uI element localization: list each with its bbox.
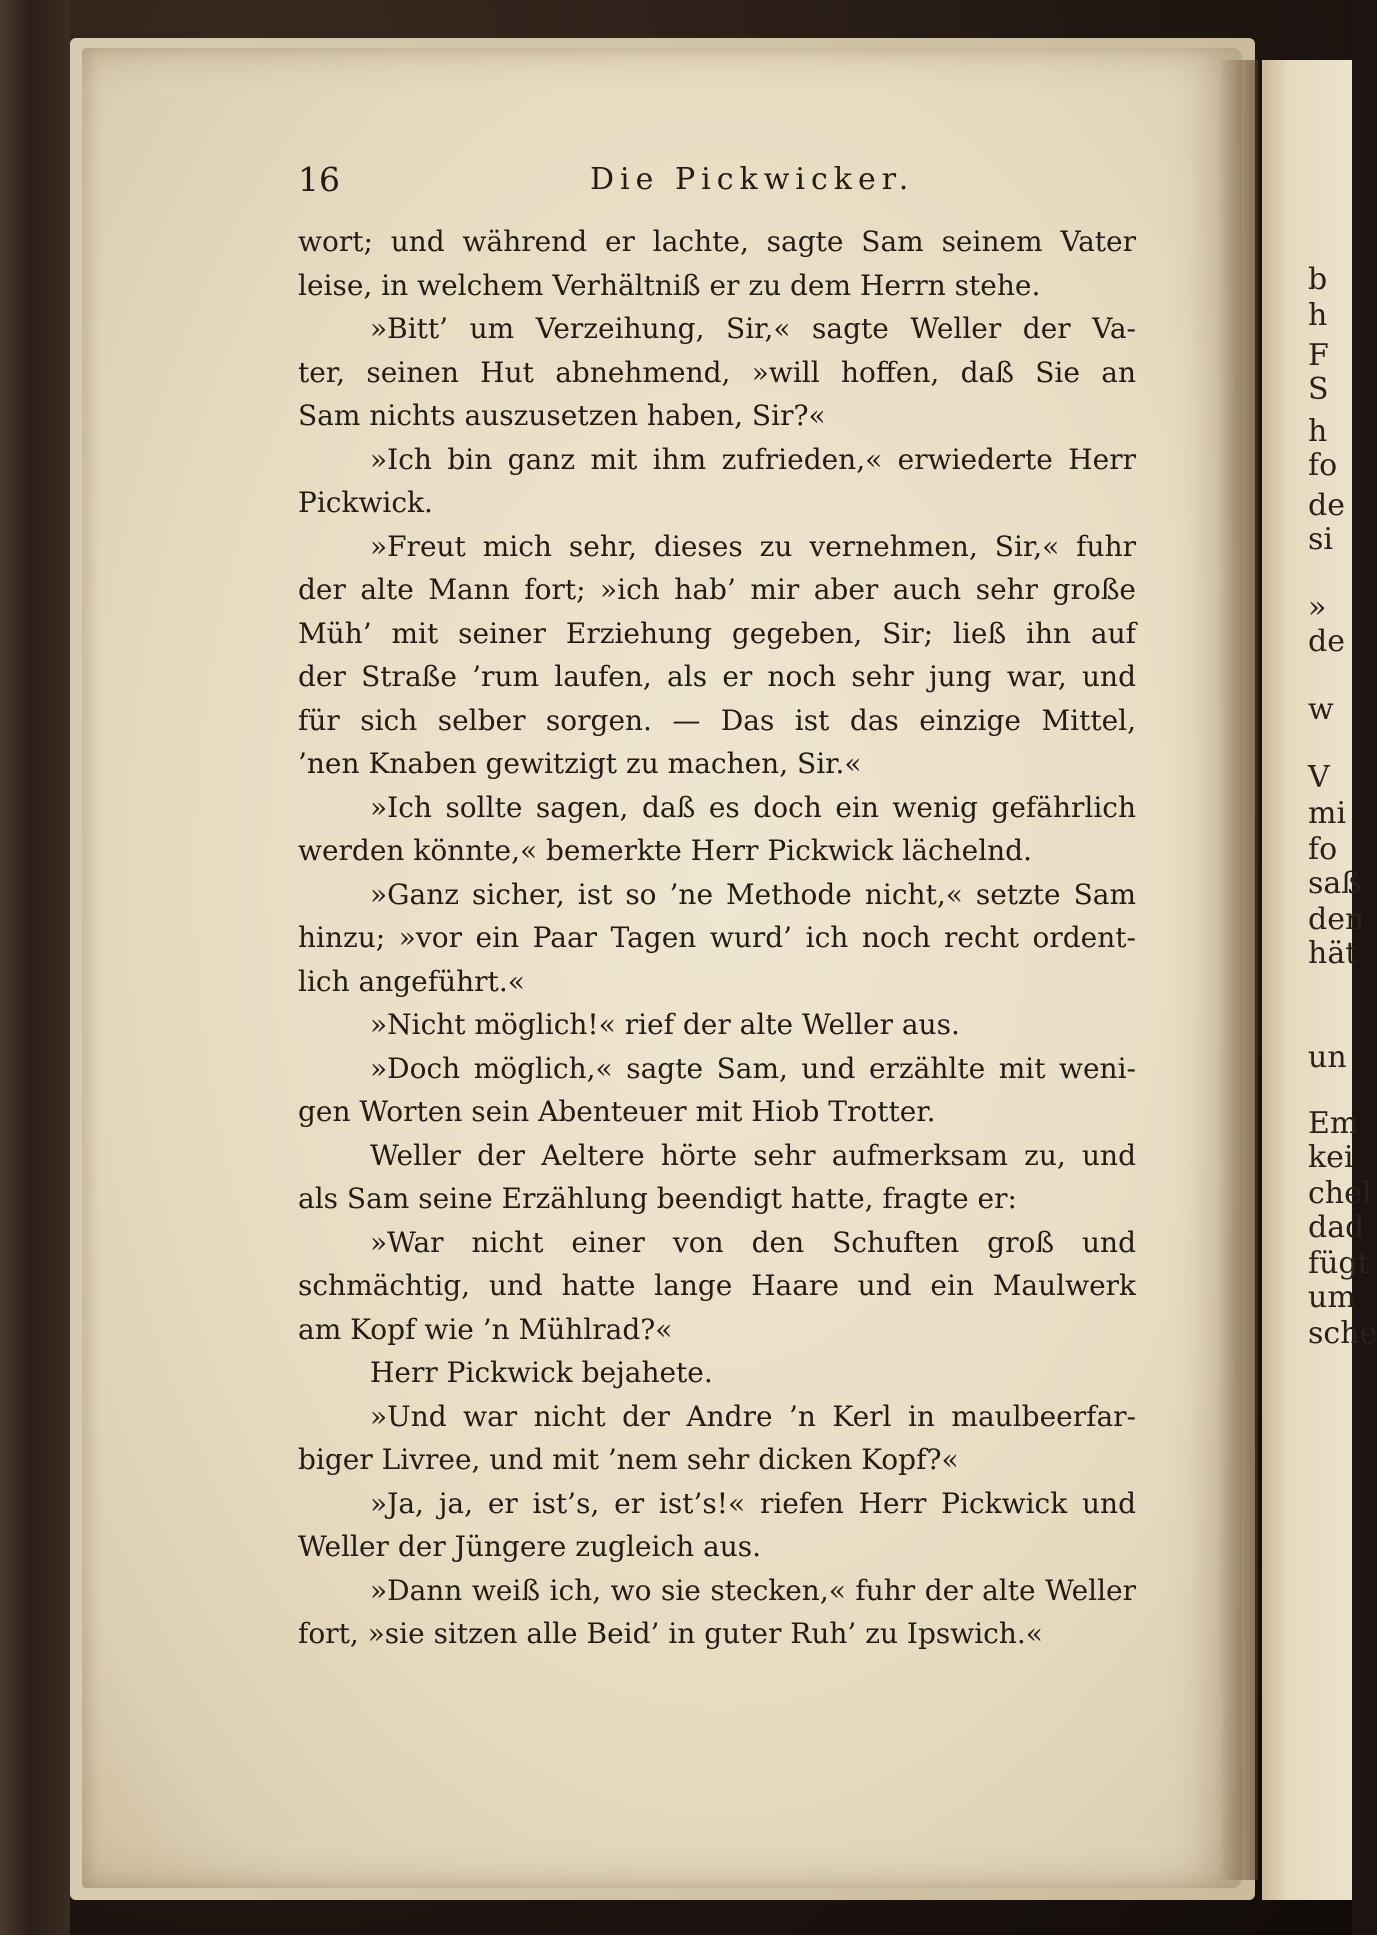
text-line: fort, »sie sitzen alle Beid’ in guter Ruh’ zu Ipswich.« bbox=[298, 1617, 1043, 1650]
facing-page-fragment: w bbox=[1308, 692, 1334, 727]
text-line: Sam nichts auszusetzen haben, Sir?« bbox=[298, 399, 826, 432]
facing-page-fragment: saß bbox=[1308, 866, 1362, 901]
book-page-right bbox=[1262, 60, 1377, 1900]
text-line: werden könnte,« bemerkte Herr Pickwick lächelnd. bbox=[298, 834, 1033, 867]
facing-page-fragment: Em bbox=[1308, 1106, 1359, 1141]
facing-page-fragment: de bbox=[1308, 624, 1345, 659]
text-line: Müh’ mit seiner Erziehung gegeben, Sir; ließ ihn auf bbox=[298, 616, 1136, 650]
cover-edge bbox=[0, 0, 70, 1935]
facing-page-fragment: un bbox=[1308, 1040, 1347, 1075]
text-line: schmächtig, und hatte lange Haare und ein Maulwerk bbox=[298, 1269, 1136, 1302]
facing-page-fragment: de bbox=[1308, 488, 1345, 523]
text-line: »Ich sollte sagen, daß es doch ein wenig gefährlich bbox=[370, 790, 1136, 824]
text-line: Weller der Aeltere hörte sehr aufmerksam zu, und bbox=[370, 1138, 1136, 1172]
text-line: gen Worten sein Abenteuer mit Hiob Trotter. bbox=[298, 1095, 936, 1128]
text-line: als Sam seine Erzählung beendigt hatte, fragte er: bbox=[298, 1182, 1017, 1215]
facing-page-fragment: dad bbox=[1308, 1210, 1365, 1245]
facing-page-fragment: mi bbox=[1308, 796, 1347, 831]
text-line: »Dann weiß ich, wo sie stecken,« fuhr der alte Weller bbox=[370, 1573, 1136, 1607]
text-line: »War nicht einer von den Schuften groß und bbox=[370, 1225, 1136, 1259]
text-line: der alte Mann fort; »ich hab’ mir aber auch sehr große bbox=[298, 573, 1136, 606]
text-line: biger Livree, und mit ’nem sehr dicken Kopf?« bbox=[298, 1443, 959, 1476]
text-line: am Kopf wie ’n Mühlrad?« bbox=[298, 1312, 673, 1346]
facing-page-fragment: kei bbox=[1308, 1140, 1354, 1175]
text-line: »Doch möglich,« sagte Sam, und erzählte mit weni- bbox=[370, 1051, 1136, 1085]
text-line: ’nen Knaben gewitzigt zu machen, Sir.« bbox=[298, 747, 862, 780]
text-line: »Ganz sicher, ist so ’ne Methode nicht,« setzte Sam bbox=[370, 877, 1136, 911]
text-line: hinzu; »vor ein Paar Tagen wurd’ ich noch recht ordent- bbox=[298, 921, 1136, 954]
facing-page-fragment: V bbox=[1308, 760, 1330, 795]
facing-page-fragment: chel bbox=[1308, 1176, 1372, 1211]
text-line: Herr Pickwick bejahete. bbox=[370, 1356, 713, 1389]
text-line: »Freut mich sehr, dieses zu vernehmen, Sir,« fuhr bbox=[370, 529, 1136, 563]
text-line: lich angeführt.« bbox=[298, 964, 525, 998]
facing-page-fragment: den bbox=[1308, 902, 1365, 937]
text-line: ter, seinen Hut abnehmend, »will hoffen, daß Sie an bbox=[298, 355, 1136, 389]
text-line: »Bitt’ um Verzeihung, Sir,« sagte Weller der Va- bbox=[370, 312, 1136, 345]
book-gutter bbox=[1218, 60, 1258, 1880]
text-line: »Und war nicht der Andre ’n Kerl in maulbeerfar- bbox=[370, 1399, 1136, 1433]
text-line: für sich selber sorgen. — Das ist das einzige Mittel, bbox=[298, 703, 1136, 737]
text-line: »Nicht möglich!« rief der alte Weller aus. bbox=[370, 1008, 960, 1041]
text-line: der Straße ’rum laufen, als er noch sehr jung war, und bbox=[298, 660, 1136, 693]
text-line: Weller der Jüngere zugleich aus. bbox=[298, 1530, 762, 1563]
facing-page-fragment: hät bbox=[1308, 936, 1358, 971]
facing-page-fragment: F bbox=[1308, 338, 1329, 373]
facing-page-fragment: b bbox=[1308, 262, 1328, 297]
facing-page-fragment: S bbox=[1308, 372, 1329, 407]
text-line: leise, in welchem Verhältniß er zu dem Herrn stehe. bbox=[298, 268, 1041, 302]
text-line: wort; und während er lachte, sagte Sam seinem Vater bbox=[298, 225, 1136, 258]
facing-page-fragment: fo bbox=[1308, 832, 1338, 867]
facing-page-fragment: um bbox=[1308, 1280, 1356, 1315]
running-head: Die Pickwicker. bbox=[590, 162, 915, 197]
text-line: »Ja, ja, er ist’s, er ist’s!« riefen Herr Pickwick und bbox=[370, 1486, 1136, 1520]
facing-page-fragment: h bbox=[1308, 414, 1328, 449]
page-number: 16 bbox=[298, 160, 340, 199]
facing-page-fragment: » bbox=[1308, 590, 1327, 625]
text-line: »Ich bin ganz mit ihm zufrieden,« erwiederte Herr bbox=[370, 442, 1136, 476]
facing-page-fragment: fügt bbox=[1308, 1246, 1370, 1281]
facing-page-fragment: h bbox=[1308, 298, 1328, 333]
facing-page-fragment: sche bbox=[1308, 1316, 1377, 1351]
page-body-text bbox=[298, 220, 1136, 1656]
facing-page-fragment: fo bbox=[1308, 448, 1338, 483]
facing-page-fragment: si bbox=[1308, 522, 1333, 557]
text-line: Pickwick. bbox=[298, 486, 433, 519]
